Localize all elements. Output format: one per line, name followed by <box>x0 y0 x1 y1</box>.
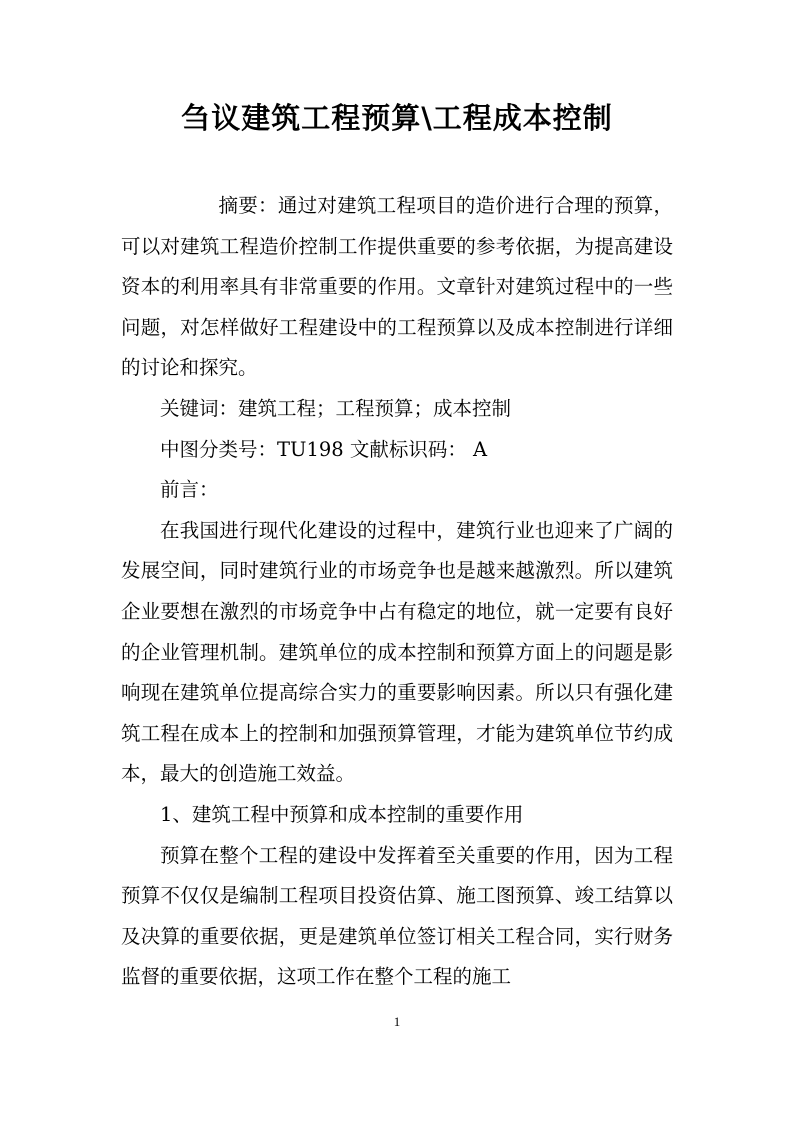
preface-heading: 前言： <box>160 478 219 502</box>
document-title: 刍议建筑工程预算\工程成本控制 <box>181 101 613 135</box>
classification-line: 中图分类号：TU198 文献标识码： A <box>160 437 488 461</box>
preface-paragraph: 在我国进行现代化建设的过程中，建筑行业也迎来了广阔的发展空间，同时建筑行业的市场竞争也是越来越激烈。所以建筑企业要想在激烈的市场竞争中占有稳定的地位，就一定要有良好的企业管理机制。建筑单位的成本控制和预算方面上的问题是影响现在建筑单位提高综合实力的重要影响因素。所以只有强化建筑工程在成本上的控制和加强预算管理，才能为建筑单位节约成本，最大的创造施工效益。 <box>121 518 673 786</box>
section-1-heading: 1、建筑工程中预算和成本控制的重要作用 <box>160 802 524 826</box>
section-1-paragraph: 预算在整个工程的建设中发挥着至关重要的作用，因为工程预算不仅仅是编制工程项目投资估算、施工图预算、竣工结算以及决算的重要依据，更是建筑单位签订相关工程合同，实行财务监督的重要依据，这项工作在整个工程的施工 <box>121 843 673 989</box>
keywords-line: 关键词：建筑工程；工程预算；成本控制 <box>160 396 512 420</box>
abstract-paragraph: 摘要：通过对建筑工程项目的造价进行合理的预算，可以对建筑工程造价控制工作提供重要的参考依据，为提高建设资本的利用率具有非常重要的作用。文章针对建筑过程中的一些问题，对怎样做好工程建设中的工程预算以及成本控制进行详细的讨论和探究。 <box>121 194 673 380</box>
page-number: 1 <box>393 1014 401 1029</box>
document-body <box>121 186 673 998</box>
